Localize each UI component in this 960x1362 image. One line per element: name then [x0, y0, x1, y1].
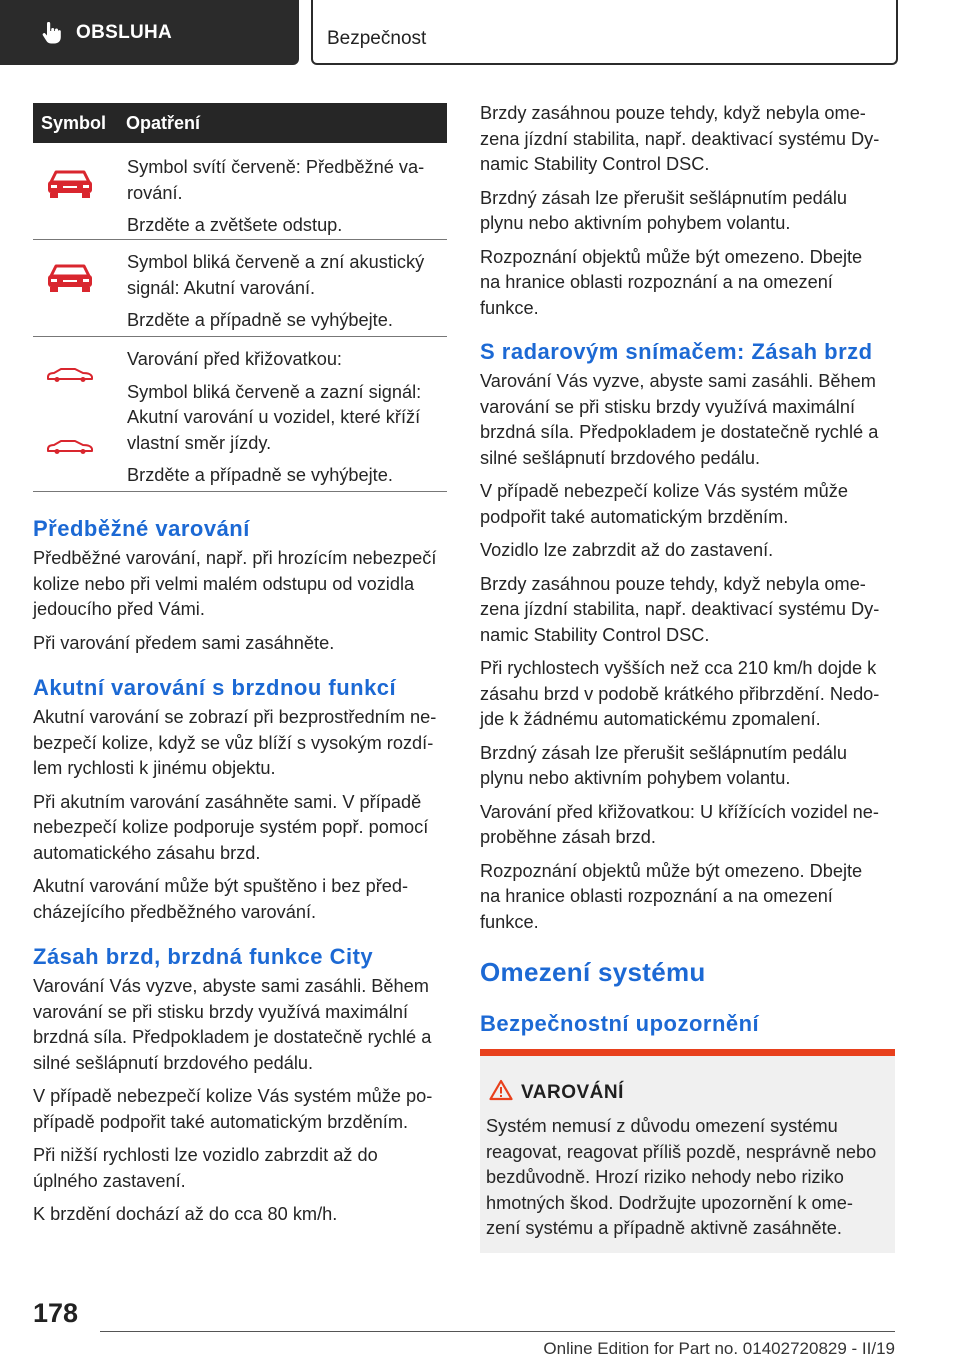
paragraph-line: silné sešlápnutí brzdového pedálu.: [480, 447, 761, 468]
paragraph-line: Při nižší rychlosti lze vozidlo zabrzdit až do: [33, 1145, 378, 1165]
paragraph-line: Brzdy zasáhnou pouze tehdy, když nebyla ome-: [480, 573, 866, 594]
heading-safety-notes: Bezpečnostní upozornění: [480, 1011, 760, 1036]
car-front-red-icon: [46, 262, 94, 294]
warning-text-line: reagovat, reagovat příliš pozdě, nesprávně nebo: [486, 1141, 877, 1162]
table-row: [33, 143, 447, 240]
paragraph-line: V případě nebezpečí kolize Vás systém může: [480, 481, 848, 501]
paragraph-line: Varování Vás vyzve, abyste sami zasáhli. Během: [480, 371, 876, 391]
footer-edition: Online Edition for Part no. 01402720829 - II/19: [543, 1339, 895, 1358]
paragraph-line: úplného zastavení.: [33, 1170, 186, 1191]
paragraph-line: Rozpoznání objektů může být omezeno. Dbejte: [480, 860, 863, 881]
paragraph-line: proběhne zásah brzd.: [480, 827, 656, 847]
paragraph-line: Brzdný zásah lze přerušit sešlápnutím pedálu: [480, 742, 847, 763]
paragraph-line: brzdná síla. Předpokladem je dostatečně rychlé a: [33, 1027, 432, 1047]
footer-divider: [100, 1331, 895, 1332]
car-front-red-icon: [46, 168, 94, 200]
warning-text-line: hmotných škod. Dodržujte upozornění k ome-: [486, 1192, 853, 1213]
section-title-box: [311, 0, 898, 65]
section-tab: [0, 0, 299, 65]
row3-text-line: Brzděte a případně se vyhýbejte.: [127, 465, 393, 485]
paragraph-line: varování se při stisku brzdy využívá maximální: [33, 1001, 408, 1022]
table-row: [33, 240, 447, 337]
warning-text-line: bezdůvodně. Hrozí riziko nehody nebo riziko: [486, 1167, 844, 1187]
warning-text-line: zení systému a případně aktivně zasáhněte.: [486, 1218, 842, 1238]
paragraph-line: K brzdění dochází až do cca 80 km/h.: [33, 1204, 338, 1224]
paragraph-line: automatického zásahu brzd.: [33, 842, 261, 863]
row2-text-line: Brzděte a případně se vyhýbejte.: [127, 310, 393, 330]
paragraph-line: kolize nebo při velmi malém odstupu od vozidla: [33, 573, 415, 594]
hand-pointer-icon: [42, 22, 62, 44]
heading-system-limits: Omezení systému: [480, 957, 706, 987]
row3-text-line: Akutní varování u vozidel, které kříží: [127, 407, 421, 427]
row1-text-line: Brzděte a zvětšete odstup.: [127, 215, 343, 235]
row3-text-line: Symbol bliká červeně a zazní signál:: [127, 381, 422, 402]
row3-text-line: vlastní směr jízdy.: [127, 432, 272, 453]
paragraph-line: nebezpečí kolize podporuje systém popř. pomocí: [33, 817, 429, 837]
paragraph-line: zena jízdní stabilita, např. deaktivací systému Dy-: [480, 599, 880, 619]
paragraph-line: Brzdy zasáhnou pouze tehdy, když nebyla ome-: [480, 103, 866, 123]
car-side-red-icon: [46, 367, 94, 383]
row1-text-line: rování.: [127, 182, 183, 203]
paragraph-line: Předběžné varování, např. při hrozícím nebezpečí: [33, 548, 437, 568]
paragraph-line: podpořit také automatickým brzděním.: [480, 506, 789, 527]
paragraph-line: varování se při stisku brzdy využívá maximální: [480, 396, 855, 417]
warning-text-line: Systém nemusí z důvodu omezení systému: [486, 1116, 838, 1136]
paragraph-line: Brzdný zásah lze přerušit sešlápnutím pedálu: [480, 187, 847, 208]
paragraph-line: případě podpořit také automatickým brzděním.: [33, 1111, 409, 1132]
paragraph-line: cházejícího předběžného varování.: [33, 901, 317, 922]
row2-text-line: signál: Akutní varování.: [127, 277, 316, 298]
paragraph-line: Při rychlostech vyšších než cca 210 km/h dojde k: [480, 658, 877, 678]
paragraph-line: na hranice oblasti rozpoznání a na omezení: [480, 272, 833, 292]
paragraph-line: jde k žádnému automatickému zpomalení.: [480, 709, 821, 729]
paragraph-line: silné sešlápnutí brzdového pedálu.: [33, 1052, 314, 1073]
table-header-symbol: Symbol: [41, 112, 107, 133]
paragraph-line: brzdná síla. Předpokladem je dostatečně rychlé a: [480, 422, 879, 442]
warning-title: VAROVÁNÍ: [521, 1082, 624, 1103]
paragraph-line: zásahu brzd v podobě krátkého přibrzdění. Nedo-: [480, 683, 880, 704]
left-column: [33, 516, 447, 1228]
paragraph-line: zena jízdní stabilita, např. deaktivací systému Dy-: [480, 128, 880, 149]
section-title: Bezpečnost: [327, 28, 427, 49]
paragraph-line: Akutní varování může být spuštěno i bez před-: [33, 876, 409, 896]
paragraph-line: Varování Vás vyzve, abyste sami zasáhli. Během: [33, 976, 429, 996]
paragraph-line: namic Stability Control DSC.: [480, 154, 710, 174]
paragraph-line: Rozpoznání objektů může být omezeno. Dbejte: [480, 246, 863, 267]
paragraph-line: V případě nebezpečí kolize Vás systém může po-: [33, 1086, 433, 1106]
warning-box: [480, 1049, 895, 1253]
paragraph-line: na hranice oblasti rozpoznání a na omezení: [480, 886, 833, 906]
heading-acute-warning: Akutní varování s brzdnou funkcí: [33, 675, 397, 700]
table-header: [33, 103, 447, 143]
paragraph-line: lem rychlosti k jinému objektu.: [33, 758, 276, 778]
paragraph-line: Varování před křižovatkou: U křížících vozidel ne-: [480, 801, 879, 822]
table-row: [33, 337, 447, 492]
paragraph-line: Při varování předem sami zasáhněte.: [33, 632, 335, 653]
paragraph-line: Vozidlo lze zabrzdit až do zastavení.: [480, 540, 774, 560]
heading-pre-warning: Předběžné varování: [33, 516, 250, 541]
heading-radar-brake: S radarovým snímačem: Zásah brzd: [480, 339, 873, 364]
paragraph-line: Akutní varování se zobrazí při bezprostředním ne-: [33, 707, 437, 727]
paragraph-line: jedoucího před Vámi.: [33, 599, 205, 619]
right-column: [480, 101, 895, 1037]
paragraph-line: bezpečí kolize, když se vůz blíží s vysokým rozdí-: [33, 732, 434, 753]
paragraph-line: plynu nebo aktivním pohybem volantu.: [480, 213, 791, 233]
heading-city-brake: Zásah brzd, brzdná funkce City: [33, 944, 374, 969]
warning-triangle-icon: [489, 1079, 513, 1106]
row3-text-line: Varování před křižovatkou:: [127, 349, 342, 369]
paragraph-line: funkce.: [480, 297, 539, 318]
row1-text-line: Symbol svítí červeně: Předběžné va-: [127, 157, 425, 177]
paragraph-line: Při akutním varování zasáhněte sami. V případě: [33, 791, 422, 812]
page-number: 178: [33, 1298, 79, 1328]
table-header-action: Opatření: [126, 112, 201, 133]
section-tab-label: OBSLUHA: [76, 21, 173, 43]
symbol-table: [33, 103, 447, 492]
row2-text-line: Symbol bliká červeně a zní akustický: [127, 252, 425, 272]
paragraph-line: plynu nebo aktivním pohybem volantu.: [480, 768, 791, 788]
car-side-red-icon: [46, 439, 94, 455]
paragraph-line: namic Stability Control DSC.: [480, 624, 710, 645]
paragraph-line: funkce.: [480, 911, 539, 932]
